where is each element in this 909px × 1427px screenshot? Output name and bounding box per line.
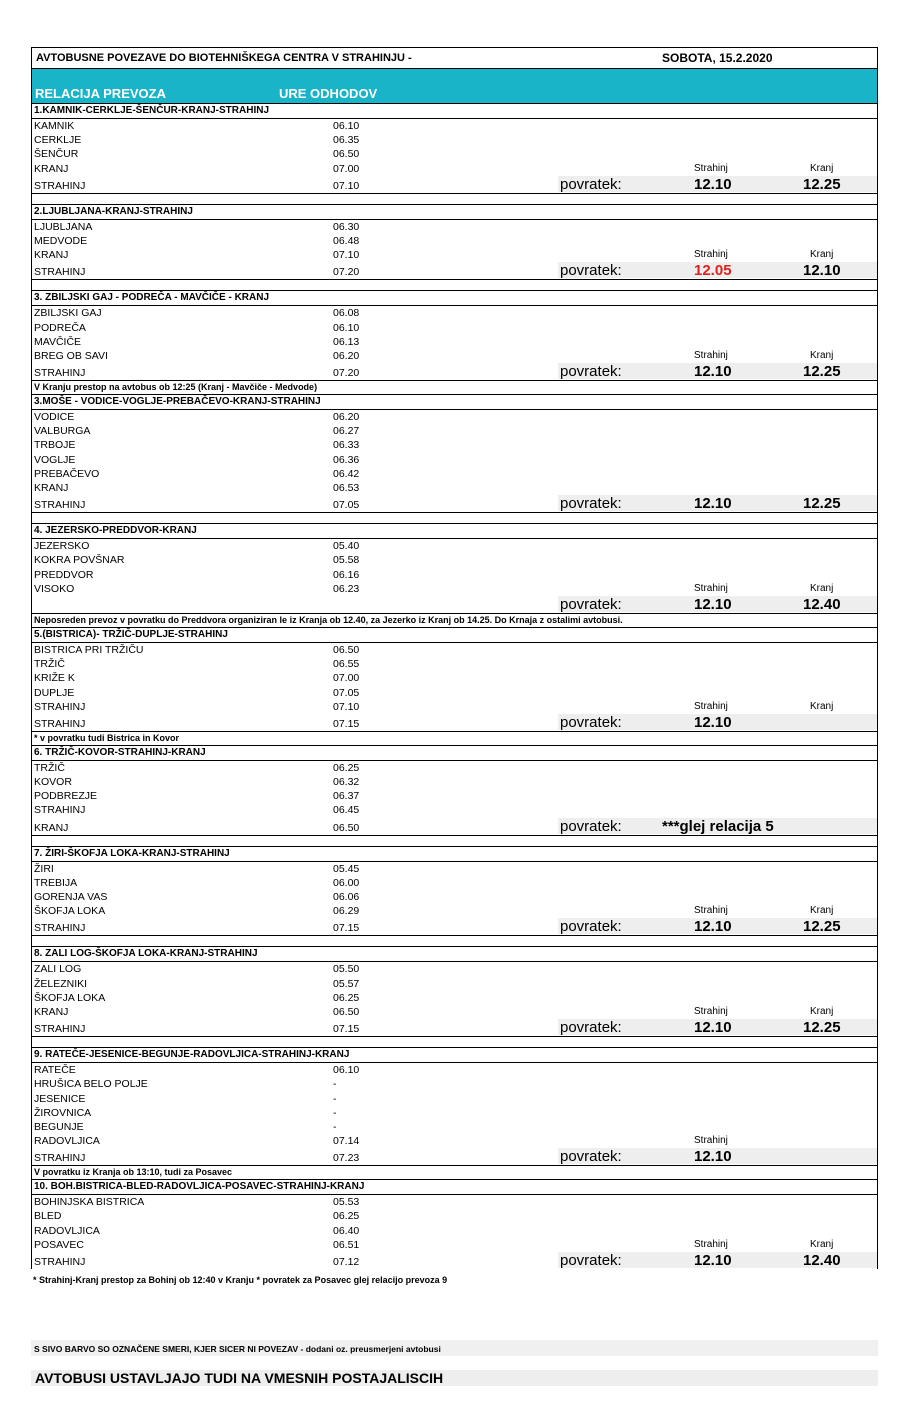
stop-row xyxy=(32,306,877,320)
stop-row xyxy=(32,657,877,671)
stop-time: 07.00 xyxy=(333,672,360,685)
final-row xyxy=(32,1148,877,1165)
stop-row xyxy=(32,1005,877,1019)
stop-name: TRBOJE xyxy=(34,439,76,452)
stop-time: 06.10 xyxy=(333,120,360,132)
return-time-strahinj: 12.10 xyxy=(694,595,732,613)
final-stop-time: 07.12 xyxy=(333,1256,360,1268)
stop-time: 06.45 xyxy=(333,804,360,817)
route-title: 7. ŽIRI-ŠKOFJA LOKA-KRANJ-STRAHINJ xyxy=(32,846,877,862)
route-note: V Kranju prestop na avtobus ob 12:25 (Kranj - Mavčiče - Medvode) xyxy=(32,380,877,394)
return-label-kranj: Kranj xyxy=(810,582,834,594)
stop-time: 06.37 xyxy=(333,790,360,803)
stop-row xyxy=(32,438,877,452)
final-row xyxy=(32,714,877,731)
stop-time: 05.45 xyxy=(333,862,360,875)
stop-time: 07.10 xyxy=(333,700,360,713)
route-section xyxy=(31,1179,878,1269)
section-gap xyxy=(32,935,877,946)
stop-row xyxy=(32,1106,877,1120)
stop-time: - xyxy=(333,1106,337,1119)
return-label: povratek: xyxy=(560,595,622,613)
stop-name: ZBILJSKI GAJ xyxy=(34,307,102,320)
stop-row xyxy=(32,700,877,714)
final-stop-time: 07.20 xyxy=(333,266,360,279)
stop-time: - xyxy=(333,1092,337,1105)
final-row xyxy=(32,918,877,935)
final-stop-name: STRAHINJ xyxy=(34,499,86,512)
stop-time: 06.08 xyxy=(333,307,360,320)
return-label-kranj: Kranj xyxy=(810,905,834,917)
stop-name: DUPLJE xyxy=(34,686,75,699)
final-stop-time: 07.20 xyxy=(333,367,360,380)
return-time-kranj: 12.10 xyxy=(803,262,841,280)
stop-time: 06.13 xyxy=(333,335,360,348)
stop-name: BLED xyxy=(34,1210,62,1223)
return-time-kranj: 12.25 xyxy=(803,175,841,193)
section-gap xyxy=(32,512,877,523)
final-row xyxy=(32,818,877,835)
return-label-kranj: Kranj xyxy=(810,349,834,361)
stop-time: 06.00 xyxy=(333,876,360,889)
stop-row xyxy=(32,119,877,133)
return-time-strahinj: 12.10 xyxy=(694,1148,732,1166)
stop-name: TRŽIČ xyxy=(34,761,65,774)
route-note: V povratku iz Kranja ob 13:10, tudi za Posavec xyxy=(32,1165,877,1179)
grey-legend-text: S SIVO BARVO SO OZNAČENE SMERI, KJER SICER NI POVEZAV - dodani oz. preusmerjeni avtobusi xyxy=(34,1344,441,1354)
stop-time: 06.55 xyxy=(333,658,360,671)
stop-name: GORENJA VAS xyxy=(34,891,108,903)
stop-time: 06.50 xyxy=(333,643,360,656)
stop-name: JEZERSKO xyxy=(34,540,90,553)
timetable xyxy=(31,47,878,1269)
stop-row xyxy=(32,991,877,1005)
stop-row xyxy=(32,890,877,904)
return-time-kranj: 12.40 xyxy=(803,595,841,613)
route-section xyxy=(31,946,878,1047)
final-stop-name: STRAHINJ xyxy=(34,1152,86,1165)
stop-row xyxy=(32,803,877,817)
final-stop-name: STRAHINJ xyxy=(34,1023,86,1036)
stop-row xyxy=(32,539,877,553)
return-label-kranj: Kranj xyxy=(810,162,834,174)
route-section xyxy=(31,627,878,745)
stop-row xyxy=(32,1209,877,1223)
stop-time: 05.57 xyxy=(333,977,360,990)
stop-row xyxy=(32,904,877,918)
stop-time: 07.00 xyxy=(333,162,360,175)
stop-name: ŠKOFJA LOKA xyxy=(34,905,106,918)
return-time-strahinj: 12.10 xyxy=(694,363,732,381)
stop-name: PREDDVOR xyxy=(34,568,94,581)
stop-name: KRIŽE K xyxy=(34,672,75,685)
section-gap xyxy=(32,835,877,846)
return-time-kranj: 12.25 xyxy=(803,495,841,513)
return-time-strahinj: 12.05 xyxy=(694,262,732,280)
route-title: 1.KAMNIK-CERKLJE-ŠENČUR-KRANJ-STRAHINJ xyxy=(32,103,877,119)
stop-name: ŽELEZNIKI xyxy=(34,977,88,990)
stop-time: 07.10 xyxy=(333,249,360,262)
route-title: 10. BOH.BISTRICA-BLED-RADOVLJICA-POSAVEC-STRAHINJ-KRANJ xyxy=(32,1179,877,1195)
footer-notice-text: AVTOBUSI USTAVLJAJO TUDI NA VMESNIH POSTAJALISCIH xyxy=(35,1370,444,1386)
stop-name: STRAHINJ xyxy=(34,700,86,713)
return-time-strahinj: 12.10 xyxy=(694,1019,732,1037)
return-label-kranj: Kranj xyxy=(810,249,834,261)
stop-row xyxy=(32,1224,877,1238)
final-stop-name: STRAHINJ xyxy=(34,266,86,279)
route-title: 2.LJUBLJANA-KRANJ-STRAHINJ xyxy=(32,204,877,220)
stop-time: 06.42 xyxy=(333,467,360,480)
stop-name: RADOVLJICA xyxy=(34,1224,100,1237)
stop-row xyxy=(32,481,877,495)
footer-notice xyxy=(31,1370,878,1386)
return-time-kranj: 12.40 xyxy=(803,1252,841,1269)
route-section xyxy=(31,1047,878,1179)
stop-name: VOGLJE xyxy=(34,453,76,466)
route-list xyxy=(31,103,878,1269)
stop-name: RADOVLJICA xyxy=(34,1135,100,1148)
document-title: AVTOBUSNE POVEZAVE DO BIOTEHNIŠKEGA CENTRA V STRAHINJU - xyxy=(36,52,412,64)
stop-row xyxy=(32,335,877,349)
stop-time: - xyxy=(333,1120,337,1133)
stop-row xyxy=(32,1238,877,1252)
stop-row xyxy=(32,977,877,991)
route-section xyxy=(31,103,878,204)
route-title: 4. JEZERSKO-PREDDVOR-KRANJ xyxy=(32,523,877,539)
final-row xyxy=(32,176,877,193)
return-time-kranj: 12.25 xyxy=(803,1019,841,1037)
column-times-label: URE ODHODOV xyxy=(279,86,378,101)
return-label-strahinj: Strahinj xyxy=(694,1238,728,1250)
stop-name: PODBREZJE xyxy=(34,790,98,803)
return-label-strahinj: Strahinj xyxy=(694,162,728,174)
stop-row xyxy=(32,582,877,596)
route-title: 3.MOŠE - VODICE-VOGLJE-PREBAČEVO-KRANJ-STRAHINJ xyxy=(32,394,877,410)
section-gap xyxy=(32,1036,877,1047)
route-section xyxy=(31,290,878,394)
stop-name: MEDVODE xyxy=(34,234,88,247)
final-stop-time: 07.15 xyxy=(333,717,360,730)
stop-name: KRANJ xyxy=(34,482,69,494)
return-label-strahinj: Strahinj xyxy=(694,1135,728,1147)
final-row xyxy=(32,495,877,512)
stop-name: KRANJ xyxy=(34,162,69,175)
stop-time: 06.36 xyxy=(333,453,360,466)
stop-row xyxy=(32,1195,877,1209)
stop-time: 06.51 xyxy=(333,1238,360,1251)
stop-row xyxy=(32,410,877,424)
stop-time: - xyxy=(333,1078,337,1091)
route-note: * v povratku tudi Bistrica in Kovor xyxy=(32,731,877,745)
route-section xyxy=(31,204,878,291)
stop-time: 06.32 xyxy=(333,776,360,789)
stop-time: 06.30 xyxy=(333,220,360,233)
final-stop-time: 07.23 xyxy=(333,1152,360,1165)
return-label-strahinj: Strahinj xyxy=(694,700,728,712)
final-stop-time: 06.50 xyxy=(333,821,360,834)
stop-time: 06.40 xyxy=(333,1224,360,1237)
stop-name: LJUBLJANA xyxy=(34,220,93,233)
stop-time: 06.25 xyxy=(333,761,360,774)
stop-name: TREBIJA xyxy=(34,876,78,889)
column-route-label: RELACIJA PREVOZA xyxy=(35,86,166,101)
final-stop-name: STRAHINJ xyxy=(34,717,86,730)
route-title: 5.(BISTRICA)- TRŽIČ-DUPLJE-STRAHINJ xyxy=(32,627,877,643)
return-time-strahinj: 12.10 xyxy=(694,713,732,731)
stop-row xyxy=(32,876,877,890)
stop-name: RATEČE xyxy=(34,1064,76,1077)
stop-row xyxy=(32,643,877,657)
return-label: povratek: xyxy=(560,495,622,513)
stop-row xyxy=(32,1092,877,1106)
final-stop-time: 07.10 xyxy=(333,179,360,192)
stop-row xyxy=(32,1077,877,1091)
stop-time: 06.53 xyxy=(333,482,360,494)
section-gap xyxy=(32,193,877,204)
final-row xyxy=(32,1252,877,1269)
stop-row xyxy=(32,162,877,176)
return-label: povratek: xyxy=(560,175,622,193)
final-row xyxy=(32,262,877,279)
section-gap xyxy=(32,279,877,290)
stop-row xyxy=(32,321,877,335)
column-header-band xyxy=(31,68,878,103)
stop-name: KOVOR xyxy=(34,776,72,789)
stop-name: VISOKO xyxy=(34,582,75,595)
stop-time: 07.14 xyxy=(333,1135,360,1148)
final-stop-time: 07.05 xyxy=(333,499,360,512)
return-time-strahinj: 12.10 xyxy=(694,1252,732,1269)
stop-row xyxy=(32,686,877,700)
return-time-kranj: 12.25 xyxy=(803,918,841,936)
stop-time: 06.10 xyxy=(333,1064,360,1077)
final-stop-name: STRAHINJ xyxy=(34,1256,86,1268)
stop-name: TRŽIČ xyxy=(34,658,65,671)
stop-time: 06.50 xyxy=(333,148,360,161)
stop-row xyxy=(32,453,877,467)
stop-name: PODREČA xyxy=(34,321,86,334)
stop-time: 06.29 xyxy=(333,905,360,918)
final-row xyxy=(32,1019,877,1036)
stop-row xyxy=(32,568,877,582)
stop-row xyxy=(32,553,877,567)
stop-name: PREBAČEVO xyxy=(34,467,100,480)
stop-time: 06.25 xyxy=(333,1210,360,1223)
stop-row xyxy=(32,962,877,976)
stop-time: 06.33 xyxy=(333,439,360,452)
return-time-strahinj: 12.10 xyxy=(694,918,732,936)
return-time-kranj: 12.25 xyxy=(803,363,841,381)
stop-name: KAMNIK xyxy=(34,120,75,132)
route-section xyxy=(31,394,878,523)
stop-row xyxy=(32,1120,877,1134)
stop-time: 06.20 xyxy=(333,411,360,424)
return-label-strahinj: Strahinj xyxy=(694,582,728,594)
route-title: 9. RATEČE-JESENICE-BEGUNJE-RADOVLJICA-STRAHINJ-KRANJ xyxy=(32,1047,877,1063)
stop-name: ŠKOFJA LOKA xyxy=(34,991,106,1004)
route-section xyxy=(31,523,878,627)
stop-name: VODICE xyxy=(34,411,75,424)
see-route-note: ***glej relacija 5 xyxy=(662,817,774,835)
stop-row xyxy=(32,147,877,161)
return-time-strahinj: 12.10 xyxy=(694,175,732,193)
stop-time: 05.58 xyxy=(333,554,360,567)
stop-name: POSAVEC xyxy=(34,1238,84,1251)
stop-row xyxy=(32,862,877,876)
return-label-kranj: Kranj xyxy=(810,1005,834,1017)
return-label-kranj: Kranj xyxy=(810,700,834,712)
return-label: povratek: xyxy=(560,262,622,280)
final-stop-name: STRAHINJ xyxy=(34,922,86,935)
stop-name: MAVČIČE xyxy=(34,335,82,348)
return-label-strahinj: Strahinj xyxy=(694,349,728,361)
final-stop-name: KRANJ xyxy=(34,821,69,834)
route-note: Neposreden prevoz v povratku do Preddvora organiziran le iz Kranja ob 12.40, za Jezerko iz Kranj ob 14.25. Do Krnaja z ostalimi avtobusi. xyxy=(32,613,877,627)
stop-name: BOHINJSKA BISTRICA xyxy=(34,1196,145,1209)
final-row xyxy=(32,596,877,613)
stop-name: BEGUNJE xyxy=(34,1120,84,1133)
stop-name: KOKRA POVŠNAR xyxy=(34,554,125,567)
return-label: povratek: xyxy=(560,817,622,835)
stop-time: 06.35 xyxy=(333,134,360,147)
return-label: povratek: xyxy=(560,1148,622,1166)
stop-time: 06.06 xyxy=(333,891,360,903)
final-stop-name: STRAHINJ xyxy=(34,179,86,192)
stop-name: JESENICE xyxy=(34,1092,86,1105)
final-stop-time: 07.15 xyxy=(333,1023,360,1036)
return-label: povratek: xyxy=(560,1252,622,1269)
stop-time: 06.10 xyxy=(333,321,360,334)
return-label: povratek: xyxy=(560,1019,622,1037)
stop-time: 06.20 xyxy=(333,349,360,362)
stop-name: CERKLJE xyxy=(34,134,82,147)
return-label-strahinj: Strahinj xyxy=(694,905,728,917)
stop-name: VALBURGA xyxy=(34,425,91,438)
stop-name: ZALI LOG xyxy=(34,963,82,976)
route-title: 3. ZBILJSKI GAJ - PODREČA - MAVČIČE - KRANJ xyxy=(32,290,877,306)
stop-row xyxy=(32,467,877,481)
route-title: 8. ZALI LOG-ŠKOFJA LOKA-KRANJ-STRAHINJ xyxy=(32,946,877,962)
document-header xyxy=(31,47,878,68)
stop-row xyxy=(32,220,877,234)
stop-row xyxy=(32,671,877,685)
return-label: povratek: xyxy=(560,918,622,936)
route-section xyxy=(31,745,878,846)
stop-row xyxy=(32,248,877,262)
return-label: povratek: xyxy=(560,713,622,731)
final-stop-time: 07.15 xyxy=(333,922,360,935)
stop-time: 05.50 xyxy=(333,963,360,976)
stop-row xyxy=(32,789,877,803)
stop-name: ŽIRI xyxy=(34,862,54,875)
stop-time: 06.23 xyxy=(333,582,360,595)
stop-name: KRANJ xyxy=(34,249,69,262)
stop-name: HRUŠICA BELO POLJE xyxy=(34,1078,148,1091)
stop-time: 06.50 xyxy=(333,1005,360,1018)
stop-time: 05.40 xyxy=(333,540,360,553)
stop-name: ŠENČUR xyxy=(34,148,79,161)
route-10-footnote: * Strahinj-Kranj prestop za Bohinj ob 12:40 v Kranju * povratek za Posavec glej relacijo prevoza 9 xyxy=(33,1275,448,1285)
document-date: SOBOTA, 15.2.2020 xyxy=(662,51,773,65)
stop-row xyxy=(32,1063,877,1077)
stop-row xyxy=(32,133,877,147)
return-label: povratek: xyxy=(560,363,622,381)
stop-row xyxy=(32,424,877,438)
stop-time: 06.27 xyxy=(333,425,360,438)
return-label-kranj: Kranj xyxy=(810,1238,834,1250)
return-time-strahinj: 12.10 xyxy=(694,495,732,513)
stop-name: STRAHINJ xyxy=(34,804,86,817)
stop-row xyxy=(32,1134,877,1148)
grey-legend xyxy=(31,1340,878,1356)
final-row xyxy=(32,363,877,380)
return-label-strahinj: Strahinj xyxy=(694,1005,728,1017)
stop-time: 06.25 xyxy=(333,991,360,1004)
stop-row xyxy=(32,761,877,775)
stop-time: 06.48 xyxy=(333,234,360,247)
stop-row xyxy=(32,775,877,789)
final-stop-name: STRAHINJ xyxy=(34,367,86,380)
stop-name: BISTRICA PRI TRŽIČU xyxy=(34,643,144,656)
stop-name: ŽIROVNICA xyxy=(34,1106,92,1119)
stop-time: 05.53 xyxy=(333,1196,360,1209)
stop-name: KRANJ xyxy=(34,1005,69,1018)
stop-time: 06.16 xyxy=(333,568,360,581)
route-section xyxy=(31,846,878,947)
stop-name: BREG OB SAVI xyxy=(34,349,108,362)
stop-row xyxy=(32,349,877,363)
stop-time: 07.05 xyxy=(333,686,360,699)
route-title: 6. TRŽIČ-KOVOR-STRAHINJ-KRANJ xyxy=(32,745,877,761)
return-label-strahinj: Strahinj xyxy=(694,249,728,261)
stop-row xyxy=(32,234,877,248)
